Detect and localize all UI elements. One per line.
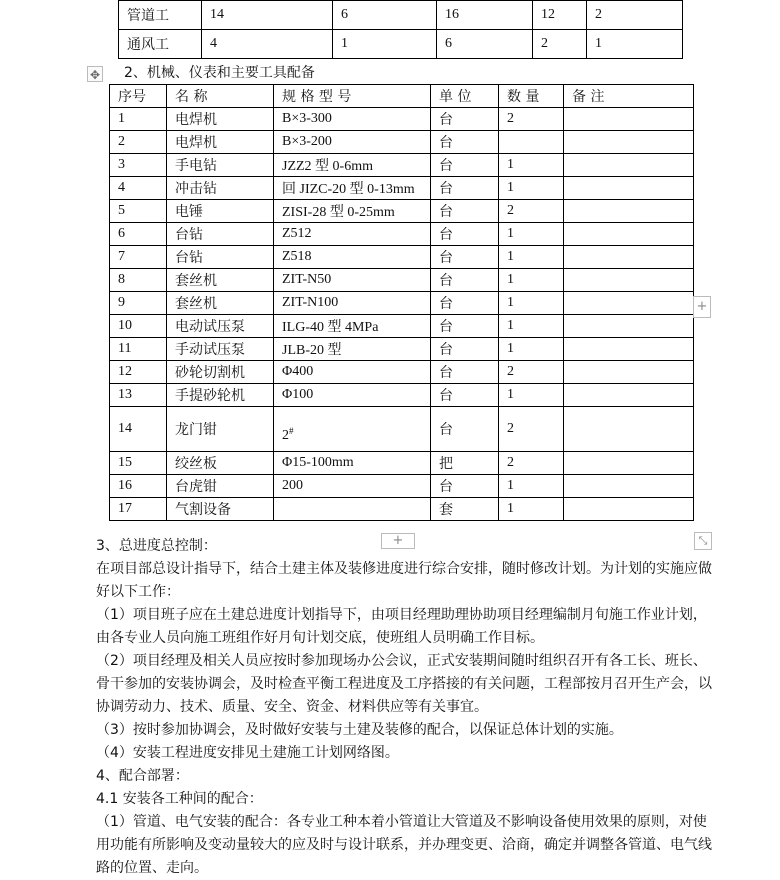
table-row: [110, 269, 694, 292]
table-cell[interactable]: [431, 246, 499, 269]
table-cell[interactable]: [564, 177, 694, 200]
equipment-table: [109, 84, 694, 521]
table-cell[interactable]: [564, 475, 694, 498]
table-cell[interactable]: [110, 154, 167, 177]
table-cell[interactable]: [564, 154, 694, 177]
table-cell[interactable]: [431, 292, 499, 315]
table-cell[interactable]: [274, 246, 431, 269]
table-cell[interactable]: [274, 292, 431, 315]
table-move-icon[interactable]: ✥: [87, 66, 103, 82]
table-cell[interactable]: [167, 292, 274, 315]
cell-text: 气割设备: [175, 502, 231, 518]
table-row: [110, 407, 694, 452]
section-title: 2、机械、仪表和主要工具配备: [124, 65, 315, 81]
table-cell[interactable]: [274, 269, 431, 292]
cell-text: 1: [507, 387, 514, 402]
column-header[interactable]: 备 注: [564, 85, 694, 108]
cell-text: 13: [118, 387, 132, 402]
cell-text: 2: [118, 134, 125, 149]
table-cell[interactable]: [274, 475, 431, 498]
table-cell[interactable]: [274, 177, 431, 200]
cell-text: 1: [507, 226, 514, 241]
table-cell[interactable]: [110, 315, 167, 338]
table-cell[interactable]: [274, 361, 431, 384]
cell-text: 回 JIZC-20 型 0-13mm: [282, 182, 415, 197]
table-cell[interactable]: [564, 292, 694, 315]
table-row: [110, 452, 694, 475]
cell-text: 台: [439, 273, 453, 289]
cell-text: 2: [507, 455, 514, 470]
column-header[interactable]: 序号: [110, 85, 167, 108]
cell-text: 台: [439, 365, 453, 381]
table-row: [110, 108, 694, 131]
cell-text: 1: [507, 180, 514, 195]
table-cell[interactable]: [564, 361, 694, 384]
table-cell[interactable]: [499, 338, 564, 361]
table-cell[interactable]: [499, 223, 564, 246]
table-cell[interactable]: [167, 498, 274, 521]
table-cell[interactable]: [431, 384, 499, 407]
table-cell[interactable]: [167, 407, 274, 452]
table-cell[interactable]: [167, 452, 274, 475]
table-cell[interactable]: 2: [587, 1, 683, 30]
cell-text: 200: [282, 478, 303, 493]
table-cell[interactable]: [499, 361, 564, 384]
cell-text: 冲击钻: [175, 181, 217, 197]
cell-text: 15: [118, 455, 132, 470]
table-cell[interactable]: [167, 154, 274, 177]
cell-text: 5: [118, 203, 125, 218]
cell-text: 3: [118, 157, 125, 172]
table-cell[interactable]: [499, 200, 564, 223]
table-cell[interactable]: [431, 498, 499, 521]
paragraph: （1）管道、电气安装的配合：各专业工种本着小管道让大管道及不影响设备使用效果的原则，对使用功能有所影响及变动量较大的应及时与设计联系，并办理变更、洽商，确定并调整各管道、电气线路的位置、走向。: [96, 814, 712, 876]
cell-text: 2: [282, 428, 289, 444]
cell-text: 6: [118, 226, 125, 241]
cell-text: ZIT-N100: [282, 295, 339, 310]
table-cell[interactable]: [167, 223, 274, 246]
table-cell[interactable]: [431, 361, 499, 384]
cell-text: 17: [118, 501, 132, 516]
cell-text: 9: [118, 295, 125, 310]
table-cell[interactable]: [274, 407, 431, 452]
table-cell[interactable]: [167, 384, 274, 407]
cell-text: 台: [439, 422, 453, 438]
cell-text: Z512: [282, 226, 312, 241]
table-row: [110, 177, 694, 200]
table-cell[interactable]: [167, 269, 274, 292]
table-cell[interactable]: [110, 292, 167, 315]
cell-text: 2: [507, 111, 514, 126]
table-cell[interactable]: [499, 292, 564, 315]
paragraph: 在项目部总设计指导下，结合土建主体及装修进度进行综合安排，随时修改计划。为计划的实施应做好以下工作：: [96, 561, 712, 600]
cell-text: 7: [118, 249, 125, 264]
cell-text: 1: [507, 478, 514, 493]
table-cell[interactable]: [564, 269, 694, 292]
cell-text: 台: [439, 250, 453, 266]
table-cell[interactable]: [431, 131, 499, 154]
table-cell[interactable]: [431, 223, 499, 246]
table-cell[interactable]: 6: [333, 1, 437, 30]
table-cell[interactable]: [110, 269, 167, 292]
cell-text: 手电钻: [175, 158, 217, 174]
table-cell[interactable]: [274, 315, 431, 338]
cell-text: 台: [439, 388, 453, 404]
cell-text: 电锤: [175, 204, 203, 220]
table-header-row: [110, 85, 694, 108]
table-cell[interactable]: [110, 498, 167, 521]
table-cell[interactable]: [431, 154, 499, 177]
superscript-mark: #: [289, 425, 294, 436]
cell-text: Φ100: [282, 387, 314, 402]
cell-text: 台: [439, 296, 453, 312]
table-cell[interactable]: [431, 407, 499, 452]
cell-text: 台: [439, 204, 453, 220]
cell-text: 电动试压泵: [175, 319, 245, 335]
table-row: [110, 315, 694, 338]
table-cell[interactable]: [167, 361, 274, 384]
cell-text: 1: [507, 249, 514, 264]
cell-text: 套丝机: [175, 296, 217, 312]
table-cell[interactable]: [167, 246, 274, 269]
cell-text: 1: [118, 111, 125, 126]
cell-text: 电焊机: [175, 112, 217, 128]
cell-text: 绞丝板: [175, 456, 217, 472]
cell-text: 12: [118, 364, 132, 379]
cell-text: ZISI-28 型 0-25mm: [282, 205, 395, 220]
table-row: [110, 246, 694, 269]
table-cell[interactable]: [431, 452, 499, 475]
table-cell[interactable]: [499, 407, 564, 452]
table-cell[interactable]: [110, 200, 167, 223]
cell-text: 1: [507, 341, 514, 356]
table-cell[interactable]: [167, 200, 274, 223]
cell-text: 台: [439, 479, 453, 495]
cell-text: Φ15-100mm: [282, 455, 354, 470]
cell-text: 套: [439, 502, 453, 518]
table-cell[interactable]: [167, 475, 274, 498]
paragraph: （3）按时参加协调会，及时做好安装与土建及装修的配合，以保证总体计划的实施。: [96, 722, 623, 738]
heading-schedule-control: 3、总进度总控制：: [96, 538, 217, 554]
cell-text: 台: [439, 342, 453, 358]
cell-text: 1: [507, 272, 514, 287]
table-cell[interactable]: [564, 338, 694, 361]
table-cell[interactable]: [499, 452, 564, 475]
table-cell[interactable]: [167, 177, 274, 200]
column-header[interactable]: 名 称: [167, 85, 274, 108]
table-cell[interactable]: [499, 246, 564, 269]
table-cell[interactable]: [564, 384, 694, 407]
table-row: [110, 475, 694, 498]
cell-text: 龙门钳: [175, 422, 217, 438]
table-cell[interactable]: [499, 177, 564, 200]
table-row: [119, 30, 683, 59]
column-header[interactable]: 单 位: [431, 85, 499, 108]
table-cell[interactable]: [167, 131, 274, 154]
table-cell[interactable]: [499, 384, 564, 407]
table-cell[interactable]: [110, 384, 167, 407]
document-body: [96, 535, 716, 880]
cell-text: 砂轮切割机: [175, 365, 245, 381]
table-cell[interactable]: [499, 475, 564, 498]
table-row: [110, 338, 694, 361]
cell-text: JLB-20 型: [282, 343, 342, 358]
table-cell[interactable]: [499, 108, 564, 131]
cell-text: 台: [439, 112, 453, 128]
cell-text: 电焊机: [175, 135, 217, 151]
table-cell[interactable]: [110, 407, 167, 452]
cell-text: 台: [439, 319, 453, 335]
cell-text: 16: [118, 478, 132, 493]
cell-text: B×3-200: [282, 134, 332, 149]
table-cell[interactable]: [431, 177, 499, 200]
table-cell[interactable]: [274, 452, 431, 475]
column-header[interactable]: 数 量: [499, 85, 564, 108]
table-cell[interactable]: [499, 269, 564, 292]
table-row: [110, 131, 694, 154]
cell-text: Φ400: [282, 364, 314, 379]
table-cell[interactable]: [274, 200, 431, 223]
table-cell[interactable]: [274, 108, 431, 131]
table-cell[interactable]: 管道工: [119, 1, 202, 30]
table-cell[interactable]: [431, 269, 499, 292]
cell-text: 8: [118, 272, 125, 287]
cell-text: 台: [439, 135, 453, 151]
table-row: [110, 200, 694, 223]
table-cell[interactable]: [274, 131, 431, 154]
cell-text: 1: [507, 501, 514, 516]
table-cell[interactable]: [110, 177, 167, 200]
table-row: [110, 361, 694, 384]
cell-text: 4: [118, 180, 125, 195]
cell-text: 台: [439, 227, 453, 243]
table-cell[interactable]: [564, 315, 694, 338]
column-header[interactable]: 规 格 型 号: [274, 85, 431, 108]
table-cell[interactable]: 1: [333, 30, 437, 59]
table-cell[interactable]: [110, 108, 167, 131]
table-cell[interactable]: [431, 108, 499, 131]
cell-text: 台钻: [175, 250, 203, 266]
labor-table: [118, 0, 683, 59]
table-cell[interactable]: [274, 338, 431, 361]
table-row: [110, 292, 694, 315]
table-cell[interactable]: [564, 498, 694, 521]
table-row: [110, 498, 694, 521]
add-column-button[interactable]: +: [693, 296, 711, 318]
add-row-button[interactable]: +: [381, 533, 415, 549]
table-cell[interactable]: 6: [437, 30, 533, 59]
cell-text: ZIT-N50: [282, 272, 332, 287]
table-cell[interactable]: 12: [533, 1, 587, 30]
table-cell[interactable]: [110, 246, 167, 269]
table-cell[interactable]: [564, 108, 694, 131]
cell-text: 1: [507, 318, 514, 333]
table-row: [119, 1, 683, 30]
heading-coordination: 4、配合部署：: [96, 768, 189, 784]
table-row: [110, 384, 694, 407]
table-resize-icon[interactable]: ⤡: [694, 532, 712, 550]
table-cell[interactable]: [167, 108, 274, 131]
table-cell[interactable]: 14: [202, 1, 333, 30]
table-cell[interactable]: [274, 223, 431, 246]
table-cell[interactable]: [564, 452, 694, 475]
table-cell[interactable]: [564, 200, 694, 223]
table-cell[interactable]: [564, 246, 694, 269]
cell-text: 手提砂轮机: [175, 388, 245, 404]
cell-text: 台虎钳: [175, 479, 217, 495]
paragraph: （1）项目班子应在土建总进度计划指导下，由项目经理助理协助项目经理编制月旬施工作业计划，由各专业人员向施工班组作好月旬计划交底，使班组人员明确工作目标。: [96, 607, 707, 646]
table-cell[interactable]: [431, 315, 499, 338]
table-cell[interactable]: [564, 223, 694, 246]
table-cell[interactable]: 1: [587, 30, 683, 59]
table-cell[interactable]: [110, 361, 167, 384]
table-cell[interactable]: [110, 475, 167, 498]
cell-text: 把: [439, 456, 453, 472]
table-cell[interactable]: [167, 315, 274, 338]
table-cell[interactable]: [431, 338, 499, 361]
table-cell[interactable]: [167, 338, 274, 361]
table-cell[interactable]: [431, 200, 499, 223]
cell-text: 台: [439, 158, 453, 174]
table-cell[interactable]: [499, 154, 564, 177]
cell-text: 1: [507, 157, 514, 172]
table-cell[interactable]: [499, 498, 564, 521]
table-cell[interactable]: 16: [437, 1, 533, 30]
cell-text: 台钻: [175, 227, 203, 243]
table-row: [110, 223, 694, 246]
cell-text: 11: [118, 341, 132, 356]
cell-text: 台: [439, 181, 453, 197]
cell-text: 2: [507, 203, 514, 218]
cell-text: ILG-40 型 4MPa: [282, 320, 379, 335]
table-cell[interactable]: 2: [533, 30, 587, 59]
table-cell[interactable]: [564, 407, 694, 452]
table-cell[interactable]: [274, 154, 431, 177]
cell-text: 10: [118, 318, 132, 333]
table-cell[interactable]: [564, 131, 694, 154]
table-cell[interactable]: [110, 131, 167, 154]
table-cell[interactable]: [499, 131, 564, 154]
table-cell[interactable]: 4: [202, 30, 333, 59]
cell-text: 1: [507, 295, 514, 310]
subheading-trades: 4.1 安装各工种间的配合：: [96, 791, 263, 807]
table-cell[interactable]: [110, 452, 167, 475]
table-cell[interactable]: [274, 498, 431, 521]
table-cell[interactable]: [110, 223, 167, 246]
cell-text: B×3-300: [282, 111, 332, 126]
cell-text: 手动试压泵: [175, 342, 245, 358]
cell-text: JZZ2 型 0-6mm: [282, 159, 373, 174]
table-cell[interactable]: 通风工: [119, 30, 202, 59]
cell-text: 14: [118, 421, 132, 436]
table-row: [110, 154, 694, 177]
cell-text: 2: [507, 364, 514, 379]
table-cell[interactable]: [274, 384, 431, 407]
cell-text: 套丝机: [175, 273, 217, 289]
table-cell[interactable]: [431, 475, 499, 498]
paragraph: （2）项目经理及相关人员应按时参加现场办公会议，正式安装期间随时组织召开有各工长、班长、骨干参加的安装协调会，及时检查平衡工程进度及工序搭接的有关问题，工程部按月召开生产会，以协调劳动力、技术、质量、安全、资金、材料供应等有关事宜。: [96, 653, 712, 715]
paragraph: （4）安装工程进度安排见土建施工计划网络图。: [96, 745, 399, 761]
table-cell[interactable]: [499, 315, 564, 338]
cell-text: Z518: [282, 249, 312, 264]
cell-text: 2: [507, 421, 514, 436]
table-cell[interactable]: [110, 338, 167, 361]
